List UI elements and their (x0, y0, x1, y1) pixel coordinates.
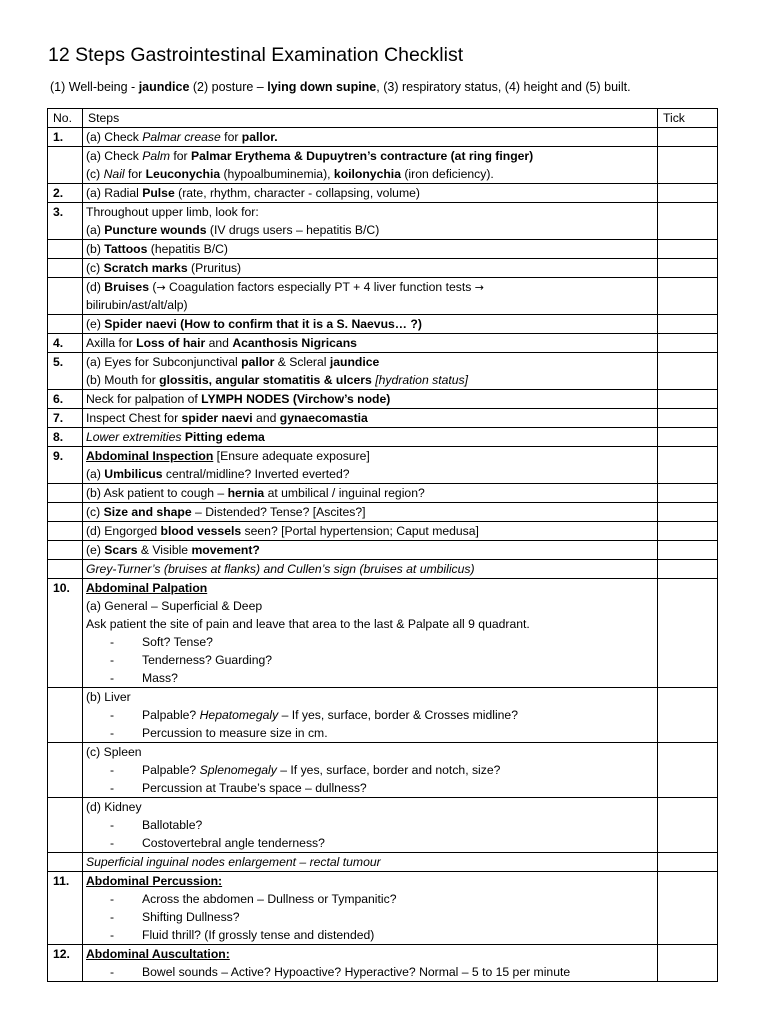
tick-cell[interactable] (658, 484, 718, 503)
table-row (48, 579, 718, 688)
text-run: lying down supine (267, 80, 377, 94)
step-line (86, 945, 654, 963)
step-line (86, 779, 654, 797)
text-run: blood vessels (160, 524, 242, 538)
table-row (48, 184, 718, 203)
text-run: Soft? Tense? (142, 635, 213, 649)
step-line (86, 633, 654, 651)
text-run: pallor. (241, 130, 278, 144)
tick-cell[interactable] (658, 128, 718, 147)
text-run: Scars (104, 543, 138, 557)
text-run: pallor (241, 355, 275, 369)
step-text (83, 853, 658, 872)
text-run: Across the abdomen – Dullness or Tympanitic? (142, 892, 397, 906)
text-run: (hypoalbuminemia), (220, 167, 334, 181)
step-text (83, 503, 658, 522)
table-row (48, 428, 718, 447)
step-text (83, 390, 658, 409)
text-run: [hydration status] (375, 373, 469, 387)
text-run: (Pruritus) (187, 261, 242, 275)
step-line (86, 315, 654, 333)
tick-cell[interactable] (658, 872, 718, 945)
step-number: 6. (48, 390, 83, 409)
text-run: (rate, rhythm, character - collapsing, volume) (174, 186, 420, 200)
step-text (83, 184, 658, 203)
tick-cell[interactable] (658, 853, 718, 872)
table-row (48, 278, 718, 315)
step-number: 12. (48, 945, 83, 982)
table-row (48, 447, 718, 484)
step-text (83, 240, 658, 259)
step-line (86, 597, 654, 615)
step-number (48, 147, 83, 184)
step-line (86, 409, 654, 427)
text-run: (a) Check (86, 130, 143, 144)
step-line (86, 522, 654, 540)
step-line (86, 128, 654, 146)
step-number (48, 798, 83, 853)
text-run: Bruises (104, 280, 149, 294)
step-line (86, 447, 654, 465)
text-run: Palpable? (142, 763, 200, 777)
step-number (48, 743, 83, 798)
text-run: (d) (86, 280, 105, 294)
text-run: Ask patient the site of pain and leave that area to the last & Palpate all 9 quadrant. (86, 617, 530, 631)
step-number (48, 853, 83, 872)
step-text (83, 353, 658, 390)
text-run: Acanthosis Nigricans (232, 336, 357, 350)
step-number (48, 560, 83, 579)
step-line (86, 240, 654, 258)
text-run: Size and shape (103, 505, 192, 519)
step-line (86, 853, 654, 871)
step-text (83, 541, 658, 560)
text-run: Palpable? (142, 708, 200, 722)
text-run: Pulse (142, 186, 175, 200)
step-line (86, 259, 654, 277)
tick-cell[interactable] (658, 259, 718, 278)
text-run: (c) (86, 505, 104, 519)
text-run: Abdominal Percussion: (86, 874, 223, 888)
tick-cell[interactable] (658, 798, 718, 853)
step-line (86, 296, 654, 314)
text-run: Abdominal Palpation (86, 581, 208, 595)
tick-cell[interactable] (658, 503, 718, 522)
step-number: 11. (48, 872, 83, 945)
step-line (86, 203, 654, 221)
step-number: 3. (48, 203, 83, 240)
text-run: Palm (142, 149, 170, 163)
text-run: jaundice (329, 355, 380, 369)
table-row (48, 541, 718, 560)
step-line (86, 798, 654, 816)
text-run: movement? (191, 543, 260, 557)
text-run: for (170, 149, 191, 163)
table-row (48, 560, 718, 579)
step-text (83, 579, 658, 688)
text-run: (e) (86, 317, 105, 331)
step-text (83, 560, 658, 579)
step-text (83, 147, 658, 184)
text-run: (b) Mouth for (86, 373, 160, 387)
text-run: & Visible (137, 543, 192, 557)
text-run: jaundice (138, 80, 190, 94)
bullet-dash: - (110, 708, 115, 722)
bullet-dash: - (110, 781, 115, 795)
text-run: (hepatitis B/C) (147, 242, 228, 256)
step-line (86, 651, 654, 669)
text-run: and (205, 336, 233, 350)
table-row (48, 798, 718, 853)
step-text (83, 203, 658, 240)
table-row (48, 128, 718, 147)
bullet-dash: - (110, 836, 115, 850)
text-run: Percussion at Traube’s space – dullness? (142, 781, 367, 795)
step-line (86, 834, 654, 852)
text-run: (IV drugs users – hepatitis B/C) (206, 223, 380, 237)
step-text (83, 743, 658, 798)
bullet-dash: - (110, 635, 115, 649)
step-number: 8. (48, 428, 83, 447)
text-run: & Scleral (274, 355, 330, 369)
step-text (83, 259, 658, 278)
step-text (83, 447, 658, 484)
step-line (86, 278, 654, 296)
tick-cell[interactable] (658, 147, 718, 184)
text-run: for (220, 130, 242, 144)
table-row (48, 240, 718, 259)
intro-line (50, 80, 631, 94)
step-text (83, 334, 658, 353)
tick-cell[interactable] (658, 390, 718, 409)
text-run: Mass? (142, 671, 178, 685)
step-line (86, 816, 654, 834)
text-run: for (124, 167, 146, 181)
step-line (86, 926, 654, 944)
text-run: Pitting edema (184, 430, 265, 444)
table-header-row (48, 109, 718, 128)
text-run: – If yes, surface, border and notch, size? (276, 763, 501, 777)
text-run: Ballotable? (142, 818, 203, 832)
text-run: Loss of hair (136, 336, 206, 350)
text-run: central/midline? Inverted everted? (162, 467, 350, 481)
bullet-dash: - (110, 910, 115, 924)
text-run: Umbilicus (104, 467, 163, 481)
table-row (48, 688, 718, 743)
step-line (86, 353, 654, 371)
tick-cell[interactable] (658, 945, 718, 982)
step-line (86, 872, 654, 890)
table-row (48, 353, 718, 390)
bullet-dash: - (110, 928, 115, 942)
text-run: (a) General – Superficial & Deep (86, 599, 263, 613)
text-run: (2) posture – (189, 80, 268, 94)
step-text (83, 484, 658, 503)
text-run: (b) Liver (86, 690, 131, 704)
step-number: 9. (48, 447, 83, 484)
text-run: (1) Well-being - (50, 80, 139, 94)
table-row (48, 334, 718, 353)
step-line (86, 688, 654, 706)
step-line (86, 334, 654, 352)
table-row (48, 259, 718, 278)
step-number (48, 541, 83, 560)
text-run: Palmar crease (142, 130, 221, 144)
step-line (86, 371, 654, 389)
text-run: Spider naevi (How to confirm that it is a S. Naevus… ?) (104, 317, 422, 331)
step-number: 10. (48, 579, 83, 688)
table-row (48, 853, 718, 872)
tick-cell[interactable] (658, 184, 718, 203)
step-text (83, 409, 658, 428)
tick-cell[interactable] (658, 409, 718, 428)
text-run: (a) (86, 467, 105, 481)
step-text (83, 428, 658, 447)
text-run: Axilla for (86, 336, 137, 350)
text-run: Bowel sounds – Active? Hypoactive? Hyperactive? Normal – 5 to 15 per minute (142, 965, 571, 979)
text-run: Puncture wounds (104, 223, 207, 237)
step-line (86, 761, 654, 779)
step-number (48, 522, 83, 541)
text-run: Leuconychia (145, 167, 221, 181)
header-tick: Tick (658, 109, 718, 128)
tick-cell[interactable] (658, 353, 718, 390)
step-line (86, 541, 654, 559)
text-run: koilonychia (333, 167, 401, 181)
step-line (86, 184, 654, 202)
table-row (48, 390, 718, 409)
step-number: 5. (48, 353, 83, 390)
step-line (86, 615, 654, 633)
table-row (48, 315, 718, 334)
text-run: Tenderness? Guarding? (142, 653, 273, 667)
text-run: ( (149, 280, 157, 294)
table-row (48, 872, 718, 945)
table-row (48, 503, 718, 522)
text-run: Abdominal Auscultation: (86, 947, 230, 961)
text-run: Scratch marks (103, 261, 188, 275)
text-run: Percussion to measure size in cm. (142, 726, 328, 740)
tick-cell[interactable] (658, 203, 718, 240)
step-number (48, 688, 83, 743)
tick-cell[interactable] (658, 522, 718, 541)
text-run: Lower extremities (86, 430, 182, 444)
step-line (86, 669, 654, 687)
step-line (86, 503, 654, 521)
text-run: Tattoos (104, 242, 148, 256)
tick-cell[interactable] (658, 541, 718, 560)
step-number: 1. (48, 128, 83, 147)
step-line (86, 560, 654, 578)
tick-cell[interactable] (658, 579, 718, 688)
text-run: (b) (86, 242, 105, 256)
text-run: , (3) respiratory status, (4) height and (5) built. (376, 80, 631, 94)
step-number (48, 315, 83, 334)
header-no: No. (48, 109, 83, 128)
table-row (48, 522, 718, 541)
table-row (48, 147, 718, 184)
checklist-table (47, 108, 718, 982)
text-run: Grey-Turner’s (bruises at flanks) and Cullen’s sign (bruises at umbilicus) (86, 562, 475, 576)
text-run: – Distended? Tense? [Ascites?] (191, 505, 366, 519)
step-text (83, 688, 658, 743)
text-run: spider naevi (181, 411, 253, 425)
step-text (83, 278, 658, 315)
text-run: Neck for palpation of (86, 392, 202, 406)
step-line (86, 963, 654, 981)
step-line (86, 484, 654, 502)
text-run: (a) Radial (86, 186, 143, 200)
text-run: Superficial inguinal nodes enlargement – rectal tumour (86, 855, 381, 869)
table-row (48, 203, 718, 240)
step-number (48, 503, 83, 522)
tick-cell[interactable] (658, 315, 718, 334)
text-run: hernia (227, 486, 265, 500)
text-run: LYMPH NODES (Virchow’s node) (201, 392, 391, 406)
text-run: Inspect Chest for (86, 411, 182, 425)
text-run: (a) (86, 223, 105, 237)
step-line (86, 706, 654, 724)
step-line (86, 579, 654, 597)
bullet-dash: - (110, 671, 115, 685)
text-run: Abdominal Inspection (86, 449, 214, 463)
step-number: 2. (48, 184, 83, 203)
text-run: Hepatomegaly (199, 708, 279, 722)
text-run: – If yes, surface, border & Crosses midline? (278, 708, 518, 722)
text-run: Nail (103, 167, 125, 181)
step-text (83, 128, 658, 147)
text-run: Costovertebral angle tenderness? (142, 836, 325, 850)
text-run: (e) (86, 543, 105, 557)
text-run: bilirubin/ast/alt/alp) (86, 298, 188, 312)
text-run: Palmar Erythema & Dupuytren’s contracture (at ring finger) (191, 149, 534, 163)
step-line (86, 465, 654, 483)
step-text (83, 945, 658, 982)
bullet-dash: - (110, 763, 115, 777)
step-line (86, 743, 654, 761)
text-run: [Ensure adequate exposure] (213, 449, 370, 463)
text-run: (c) (86, 261, 104, 275)
tick-cell[interactable] (658, 278, 718, 315)
step-text (83, 315, 658, 334)
bullet-dash: - (110, 965, 115, 979)
arrow-icon: → (474, 281, 484, 294)
table-row (48, 945, 718, 982)
tick-cell[interactable] (658, 688, 718, 743)
header-steps: Steps (83, 109, 658, 128)
text-run: gynaecomastia (279, 411, 368, 425)
step-line (86, 165, 654, 183)
tick-cell[interactable] (658, 743, 718, 798)
text-run: Splenomegaly (199, 763, 277, 777)
step-number: 4. (48, 334, 83, 353)
bullet-dash: - (110, 726, 115, 740)
text-run: Shifting Dullness? (142, 910, 240, 924)
bullet-dash: - (110, 818, 115, 832)
text-run: (d) Engorged (86, 524, 161, 538)
text-run: (c) Spleen (86, 745, 142, 759)
table-row (48, 409, 718, 428)
step-line (86, 147, 654, 165)
text-run: seen? [Portal hypertension; Caput medusa] (241, 524, 479, 538)
step-text (83, 798, 658, 853)
page-title: 12 Steps Gastrointestinal Examination Checklist (48, 44, 464, 66)
step-text (83, 872, 658, 945)
text-run: (iron deficiency). (400, 167, 494, 181)
tick-cell[interactable] (658, 240, 718, 259)
tick-cell[interactable] (658, 447, 718, 484)
step-line (86, 221, 654, 239)
step-number (48, 278, 83, 315)
step-line (86, 890, 654, 908)
bullet-dash: - (110, 653, 115, 667)
text-run: and (252, 411, 280, 425)
bullet-dash: - (110, 892, 115, 906)
text-run: Fluid thrill? (If grossly tense and distended) (142, 928, 375, 942)
text-run: Coagulation factors especially PT + 4 liver function tests (165, 280, 475, 294)
text-run: (a) Eyes for Subconjunctival (86, 355, 242, 369)
step-line (86, 390, 654, 408)
tick-cell[interactable] (658, 560, 718, 579)
tick-cell[interactable] (658, 334, 718, 353)
step-line (86, 428, 654, 446)
step-number (48, 484, 83, 503)
text-run: Throughout upper limb, look for: (86, 205, 259, 219)
step-number (48, 240, 83, 259)
text-run: at umbilical / inguinal region? (264, 486, 425, 500)
text-run: (a) Check (86, 149, 143, 163)
text-run: (b) Ask patient to cough – (86, 486, 228, 500)
step-text (83, 522, 658, 541)
tick-cell[interactable] (658, 428, 718, 447)
arrow-icon: → (156, 281, 166, 294)
step-number: 7. (48, 409, 83, 428)
table-row (48, 484, 718, 503)
step-line (86, 908, 654, 926)
table-row (48, 743, 718, 798)
text-run: (c) (86, 167, 104, 181)
step-number (48, 259, 83, 278)
step-line (86, 724, 654, 742)
text-run: glossitis, angular stomatitis & ulcers (159, 373, 372, 387)
text-run: (d) Kidney (86, 800, 142, 814)
